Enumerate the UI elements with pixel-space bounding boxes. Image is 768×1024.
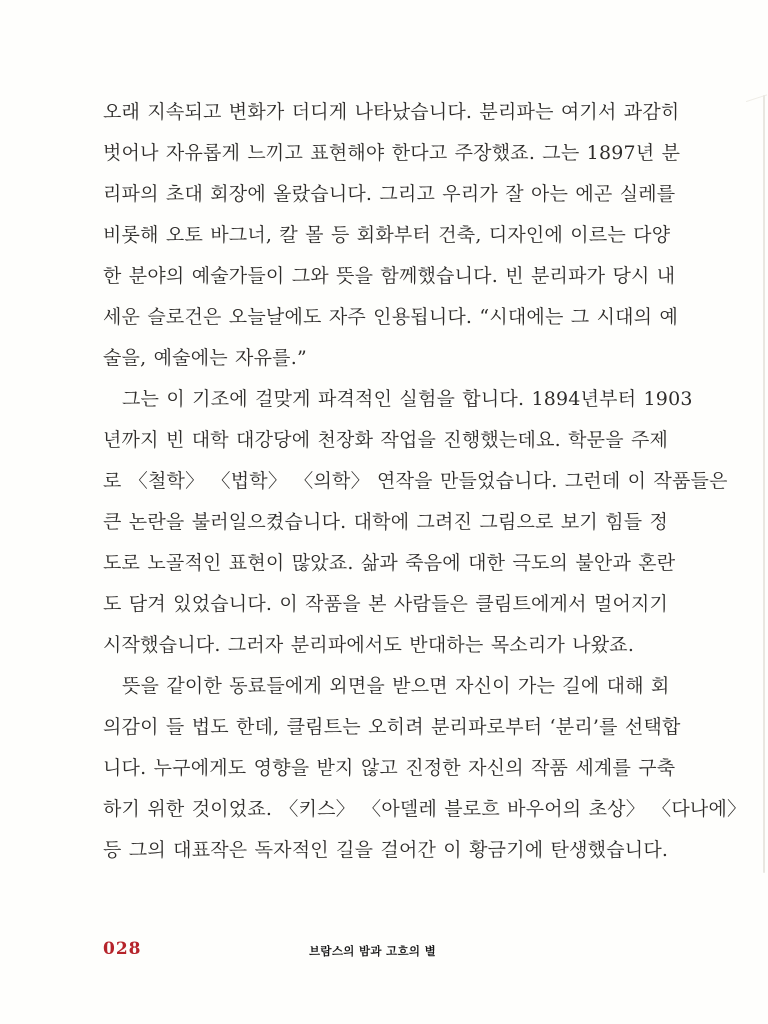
body-line: 오래 지속되고 변화가 더디게 나타났습니다. 분리파는 여기서 과감히: [103, 101, 680, 123]
body-line: 세운 슬로건은 오늘날에도 자주 인용됩니다. “시대에는 그 시대의 예: [103, 306, 679, 328]
body-line: 도 담겨 있었습니다. 이 작품을 본 사람들은 클림트에게서 멀어지기: [103, 593, 669, 615]
running-title: 브람스의 밤과 고흐의 별: [309, 944, 436, 958]
body-line: 술을, 예술에는 자유를.”: [103, 347, 307, 369]
body-line: 벗어나 자유롭게 느끼고 표현해야 한다고 주장했죠. 그는 1897년 분: [103, 142, 681, 164]
body-line: 도로 노골적인 표현이 많았죠. 삶과 죽음에 대한 극도의 불안과 혼란: [103, 552, 676, 574]
body-line: 큰 논란을 불러일으켰습니다. 대학에 그려진 그림으로 보기 힘들 정: [103, 511, 669, 533]
body-line: 의감이 들 법도 한데, 클림트는 오히려 분리파로부터 ‘분리’를 선택합: [103, 716, 681, 738]
page-number: 028: [103, 939, 142, 959]
body-line: 시작했습니다. 그러자 분리파에서도 반대하는 목소리가 나왔죠.: [103, 634, 635, 656]
body-line: 비롯해 오토 바그너, 칼 몰 등 회화부터 건축, 디자인에 이르는 다양: [103, 224, 671, 246]
body-line: 니다. 누구에게도 영향을 받지 않고 진정한 자신의 작품 세계를 구축: [103, 757, 676, 779]
body-line: 년까지 빈 대학 대강당에 천장화 작업을 진행했는데요. 학문을 주제: [103, 429, 669, 451]
body-line: 뜻을 같이한 동료들에게 외면을 받으면 자신이 가는 길에 대해 회: [122, 675, 670, 697]
body-line: 한 분야의 예술가들이 그와 뜻을 함께했습니다. 빈 분리파가 당시 내: [103, 265, 676, 287]
page-footer: [103, 936, 668, 962]
body-line: 그는 이 기조에 걸맞게 파격적인 실험을 합니다. 1894년부터 1903: [122, 388, 693, 410]
body-line: 등 그의 대표작은 독자적인 길을 걸어간 이 황금기에 탄생했습니다.: [103, 839, 669, 861]
body-line: 리파의 초대 회장에 올랐습니다. 그리고 우리가 잘 아는 에곤 실레를: [103, 183, 676, 205]
body-line: 로 〈철학〉 〈법학〉 〈의학〉 연작을 만들었습니다. 그런데 이 작품들은: [103, 470, 728, 492]
body-line: 하기 위한 것이었죠. 〈키스〉 〈아델레 블로흐 바우어의 초상〉 〈다나에〉: [103, 798, 747, 820]
page-body: [103, 92, 747, 871]
page-edge-shadow: [763, 95, 765, 873]
